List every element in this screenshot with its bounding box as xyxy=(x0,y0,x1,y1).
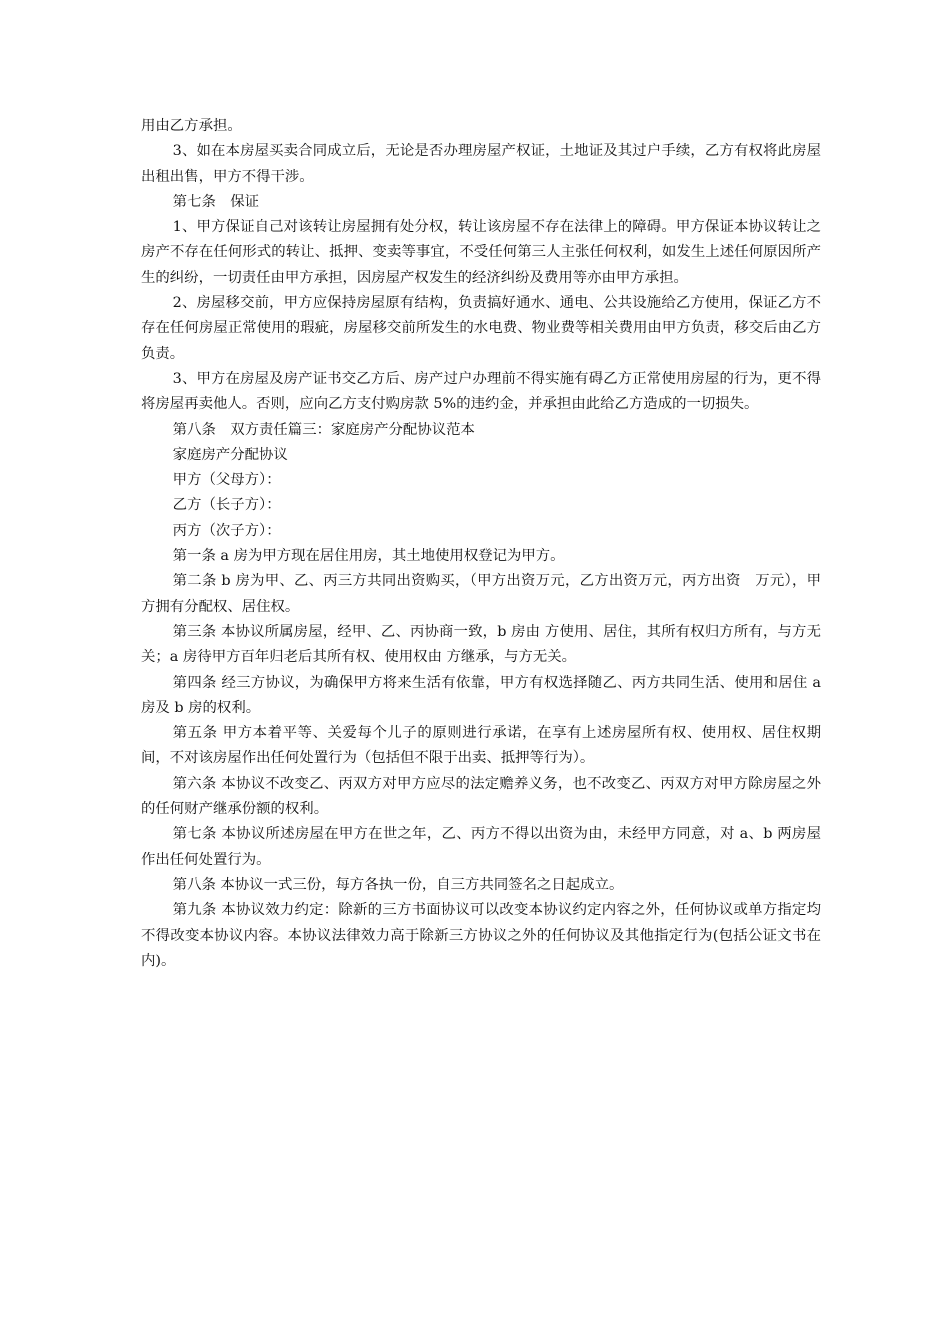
paragraph-clause-6-3: 3、如在本房屋买卖合同成立后，无论是否办理房屋产权证，土地证及其过户手续，乙方有权将此房屋出租出售，甲方不得干涉。 xyxy=(141,143,821,185)
document-body xyxy=(141,114,826,974)
article-5: 第五条 甲方本着平等、关爱每个儿子的原则进行承诺，在享有上述房屋所有权、使用权、居住权期间，不对该房屋作出任何处置行为（包括但不限于出卖、抵押等行为）。 xyxy=(141,725,821,767)
article-4: 第四条 经三方协议，为确保甲方将来生活有依靠，甲方有权选择随乙、丙方共同生活、使用和居住 a 房及 b 房的权利。 xyxy=(141,674,826,716)
paragraph-clause-7-2: 2、房屋移交前，甲方应保持房屋原有结构，负责搞好通水、通电、公共设施给乙方使用，保证乙方不存在任何房屋正常使用的瑕疵，房屋移交前所发生的水电费、物业费等相关费用由甲方负责，移交后由乙方负责。 xyxy=(141,295,821,362)
party-c-line: 丙方（次子方）： xyxy=(172,522,281,539)
article-2: 第二条 b 房为甲、乙、丙三方共同出资购买，（甲方出资万元，乙方出资万元，丙方出资 万元），甲方拥有分配权、居住权。 xyxy=(141,573,821,615)
party-b-line: 乙方（长子方）： xyxy=(172,497,281,514)
paragraph-continuation: 用由乙方承担。 xyxy=(141,118,242,134)
article-1: 第一条 a 房为甲方现在居住用房，其土地使用权登记为甲方。 xyxy=(172,548,565,565)
paragraph-clause-7-3: 3、甲方在房屋及房产证书交乙方后、房产过户办理前不得实施有碍乙方正常使用房屋的行为，更不得将房屋再卖他人。否则，应向乙方支付购房款 5%的违约金，并承担由此给乙方造成的一切损失。 xyxy=(141,370,821,413)
heading-article-8: 第八条 双方责任篇三：家庭房产分配协议范本 xyxy=(172,421,475,438)
article-3: 第三条 本协议所属房屋，经甲、乙、丙协商一致，b 房由 方使用、居住，其所有权归方所有，与方无关；a 房待甲方百年归老后其所有权、使用权由 方继承，与方无关。 xyxy=(141,623,821,666)
article-6: 第六条 本协议不改变乙、丙双方对甲方应尽的法定赡养义务，也不改变乙、丙双方对甲方除房屋之外的任何财产继承份额的权利。 xyxy=(141,775,821,818)
agreement-title: 家庭房产分配协议 xyxy=(172,446,288,463)
article-9: 第九条 本协议效力约定：除新的三方书面协议可以改变本协议约定内容之外，任何协议或单方指定均不得改变本协议内容。本协议法律效力高于除新三方协议之外的任何协议及其他指定行为(包括公证文书在内)。 xyxy=(141,902,821,969)
party-a-line: 甲方（父母方）： xyxy=(172,472,281,489)
article-8: 第八条 本协议一式三份，每方各执一份，自三方共同签名之日起成立。 xyxy=(172,876,624,893)
article-7: 第七条 本协议所述房屋在甲方在世之年，乙、丙方不得以出资为由，未经甲方同意，对 a、b 两房屋作出任何处置行为。 xyxy=(141,826,821,868)
heading-article-7: 第七条 保证 xyxy=(172,193,260,210)
paragraph-clause-7-1: 1、甲方保证自己对该转让房屋拥有处分权，转让该房屋不存在法律上的障碍。甲方保证本协议转让之房产不存在任何形式的转让、抵押、变卖等事宜，不受任何第三人主张任何权利，如发生上述任何原因所产生的纠纷，一切责任由甲方承担，因房屋产权发生的经济纠纷及费用等亦由甲方承担。 xyxy=(141,219,821,286)
